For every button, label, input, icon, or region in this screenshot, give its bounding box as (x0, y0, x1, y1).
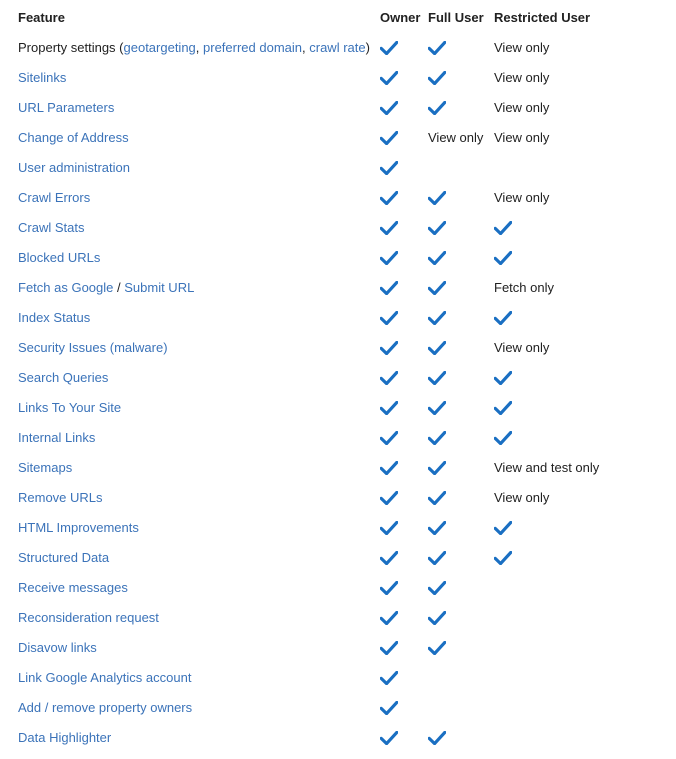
feature-cell (18, 453, 72, 483)
checkmark-icon (428, 401, 446, 415)
checkmark-icon (428, 731, 446, 745)
feature-link[interactable]: Blocked URLs (18, 250, 101, 265)
table-row (0, 33, 676, 63)
checkmark-icon (380, 461, 398, 475)
feature-cell (18, 423, 95, 453)
table-row (0, 513, 676, 543)
full-user-cell (428, 633, 446, 663)
checkmark-icon (380, 191, 398, 205)
feature-link[interactable]: Security Issues (malware) (18, 340, 168, 355)
owner-cell (380, 33, 398, 63)
checkmark-icon (380, 671, 398, 685)
table-row (0, 63, 676, 93)
checkmark-icon (380, 161, 398, 175)
owner-cell (380, 153, 398, 183)
owner-cell (380, 603, 398, 633)
permission-text: View only (494, 190, 550, 205)
feature-cell (18, 663, 191, 693)
feature-text: Property settings ( (18, 40, 124, 55)
restricted-user-cell (494, 513, 512, 543)
permission-text: View only (494, 70, 550, 85)
checkmark-icon (380, 41, 398, 55)
full-user-cell (428, 453, 446, 483)
restricted-user-cell (494, 213, 512, 243)
feature-cell (18, 33, 370, 63)
full-user-cell (428, 183, 446, 213)
checkmark-icon (428, 41, 446, 55)
owner-cell (380, 633, 398, 663)
checkmark-icon (428, 491, 446, 505)
feature-link[interactable]: preferred domain (203, 40, 303, 55)
checkmark-icon (428, 431, 446, 445)
feature-link[interactable]: HTML Improvements (18, 520, 139, 535)
checkmark-icon (380, 131, 398, 145)
feature-text: , (302, 40, 310, 55)
feature-cell (18, 483, 103, 513)
full-user-cell (428, 123, 483, 153)
checkmark-icon (380, 71, 398, 85)
permission-text: View and test only (494, 460, 600, 475)
full-user-cell (428, 333, 446, 363)
table-row (0, 543, 676, 573)
restricted-user-cell (494, 363, 512, 393)
table-row (0, 183, 676, 213)
permission-text: View only (494, 340, 550, 355)
owner-cell (380, 573, 398, 603)
feature-cell (18, 333, 168, 363)
checkmark-icon (380, 611, 398, 625)
feature-link[interactable]: Change of Address (18, 130, 129, 145)
feature-text: / (113, 280, 125, 295)
feature-link[interactable]: Crawl Errors (18, 190, 91, 205)
owner-cell (380, 273, 398, 303)
checkmark-icon (494, 401, 512, 415)
checkmark-icon (428, 71, 446, 85)
feature-text: , (195, 40, 204, 55)
checkmark-icon (380, 431, 398, 445)
feature-link[interactable]: Crawl Stats (18, 220, 85, 235)
feature-cell (18, 513, 139, 543)
full-user-cell (428, 723, 446, 753)
table-row (0, 273, 676, 303)
checkmark-icon (428, 611, 446, 625)
restricted-user-cell (494, 393, 512, 423)
feature-cell (18, 63, 66, 93)
full-user-cell (428, 213, 446, 243)
checkmark-icon (428, 101, 446, 115)
feature-cell (18, 273, 194, 303)
restricted-user-cell (494, 543, 512, 573)
feature-link[interactable]: Data Highlighter (18, 730, 112, 745)
restricted-user-cell (494, 243, 512, 273)
checkmark-icon (428, 221, 446, 235)
table-row (0, 213, 676, 243)
feature-link[interactable]: Link Google Analytics account (18, 670, 192, 685)
feature-cell (18, 573, 128, 603)
checkmark-icon (428, 251, 446, 265)
feature-link[interactable]: Links To Your Site (18, 400, 122, 415)
restricted-user-cell (494, 483, 549, 513)
checkmark-icon (380, 491, 398, 505)
feature-cell (18, 153, 130, 183)
checkmark-icon (380, 551, 398, 565)
restricted-user-cell (494, 183, 549, 213)
checkmark-icon (428, 281, 446, 295)
full-user-cell (428, 243, 446, 273)
owner-cell (380, 423, 398, 453)
table-row (0, 303, 676, 333)
checkmark-icon (494, 551, 512, 565)
full-user-cell (428, 273, 446, 303)
checkmark-icon (494, 371, 512, 385)
checkmark-icon (428, 461, 446, 475)
owner-cell (380, 723, 398, 753)
header-full-user: Full User (428, 10, 484, 25)
feature-link[interactable]: Disavow links (18, 640, 97, 655)
owner-cell (380, 483, 398, 513)
checkmark-icon (428, 311, 446, 325)
owner-cell (380, 123, 398, 153)
feature-cell (18, 183, 90, 213)
table-row (0, 633, 676, 663)
table-row (0, 393, 676, 423)
checkmark-icon (494, 431, 512, 445)
feature-text: ) (365, 40, 370, 55)
restricted-user-cell (494, 123, 549, 153)
feature-cell (18, 633, 97, 663)
full-user-cell (428, 543, 446, 573)
table-row (0, 423, 676, 453)
header-feature: Feature (18, 10, 65, 25)
restricted-user-cell (494, 93, 549, 123)
permission-text: View only (494, 100, 550, 115)
full-user-cell (428, 393, 446, 423)
table-row (0, 153, 676, 183)
checkmark-icon (380, 371, 398, 385)
checkmark-icon (380, 521, 398, 535)
full-user-cell (428, 603, 446, 633)
table-row (0, 243, 676, 273)
feature-cell (18, 543, 109, 573)
feature-link[interactable]: User administration (18, 160, 130, 175)
feature-link[interactable]: Structured Data (18, 550, 110, 565)
full-user-cell (428, 363, 446, 393)
checkmark-icon (380, 221, 398, 235)
feature-cell (18, 393, 121, 423)
full-user-cell (428, 33, 446, 63)
feature-cell (18, 693, 192, 723)
feature-cell (18, 123, 129, 153)
full-user-cell (428, 303, 446, 333)
checkmark-icon (428, 341, 446, 355)
restricted-user-cell (494, 453, 599, 483)
owner-cell (380, 453, 398, 483)
permission-text: View only (494, 40, 550, 55)
checkmark-icon (428, 641, 446, 655)
owner-cell (380, 333, 398, 363)
checkmark-icon (380, 281, 398, 295)
feature-link[interactable]: Fetch as Google (18, 280, 114, 295)
table-row (0, 363, 676, 393)
owner-cell (380, 213, 398, 243)
owner-cell (380, 93, 398, 123)
checkmark-icon (494, 521, 512, 535)
checkmark-icon (494, 311, 512, 325)
full-user-cell (428, 483, 446, 513)
table-row (0, 93, 676, 123)
full-user-cell (428, 93, 446, 123)
checkmark-icon (494, 221, 512, 235)
owner-cell (380, 393, 398, 423)
checkmark-icon (494, 251, 512, 265)
feature-link[interactable]: geotargeting (123, 40, 196, 55)
table-row (0, 333, 676, 363)
feature-link[interactable]: Receive messages (18, 580, 128, 595)
table-row (0, 723, 676, 753)
checkmark-icon (428, 371, 446, 385)
checkmark-icon (380, 581, 398, 595)
permission-text: Fetch only (494, 280, 554, 295)
owner-cell (380, 303, 398, 333)
table-row (0, 483, 676, 513)
restricted-user-cell (494, 423, 512, 453)
owner-cell (380, 663, 398, 693)
feature-link[interactable]: Index Status (18, 310, 91, 325)
permission-text: View only (494, 490, 550, 505)
permission-text: View only (494, 130, 550, 145)
feature-link[interactable]: Search Queries (18, 370, 109, 385)
full-user-cell (428, 423, 446, 453)
checkmark-icon (380, 401, 398, 415)
table-row (0, 663, 676, 693)
owner-cell (380, 543, 398, 573)
feature-link[interactable]: crawl rate (309, 40, 366, 55)
owner-cell (380, 693, 398, 723)
header-owner: Owner (380, 10, 421, 25)
table-header (0, 0, 676, 34)
permission-text: View only (428, 130, 484, 145)
feature-cell (18, 213, 84, 243)
feature-cell (18, 93, 114, 123)
restricted-user-cell (494, 273, 554, 303)
checkmark-icon (380, 731, 398, 745)
feature-link[interactable]: Sitemaps (18, 460, 73, 475)
checkmark-icon (380, 251, 398, 265)
full-user-cell (428, 513, 446, 543)
checkmark-icon (380, 311, 398, 325)
feature-link[interactable]: Submit URL (124, 280, 195, 295)
feature-link[interactable]: Internal Links (18, 430, 96, 445)
owner-cell (380, 63, 398, 93)
feature-cell (18, 243, 100, 273)
table-row (0, 123, 676, 153)
feature-link[interactable]: Remove URLs (18, 490, 103, 505)
owner-cell (380, 363, 398, 393)
restricted-user-cell (494, 333, 549, 363)
owner-cell (380, 513, 398, 543)
table-row (0, 693, 676, 723)
full-user-cell (428, 63, 446, 93)
feature-link[interactable]: URL Parameters (18, 100, 115, 115)
owner-cell (380, 243, 398, 273)
restricted-user-cell (494, 63, 549, 93)
restricted-user-cell (494, 303, 512, 333)
owner-cell (380, 183, 398, 213)
checkmark-icon (380, 101, 398, 115)
feature-cell (18, 303, 90, 333)
feature-link[interactable]: Sitelinks (18, 70, 67, 85)
feature-link[interactable]: Reconsideration request (18, 610, 159, 625)
feature-cell (18, 363, 108, 393)
checkmark-icon (380, 341, 398, 355)
table-row (0, 573, 676, 603)
feature-cell (18, 603, 159, 633)
checkmark-icon (428, 521, 446, 535)
checkmark-icon (380, 641, 398, 655)
checkmark-icon (428, 191, 446, 205)
table-row (0, 603, 676, 633)
checkmark-icon (428, 581, 446, 595)
feature-link[interactable]: Add / remove property owners (18, 700, 193, 715)
full-user-cell (428, 573, 446, 603)
checkmark-icon (428, 551, 446, 565)
checkmark-icon (380, 701, 398, 715)
header-restricted-user: Restricted User (494, 10, 591, 25)
table-row (0, 453, 676, 483)
feature-cell (18, 723, 111, 753)
restricted-user-cell (494, 33, 549, 63)
